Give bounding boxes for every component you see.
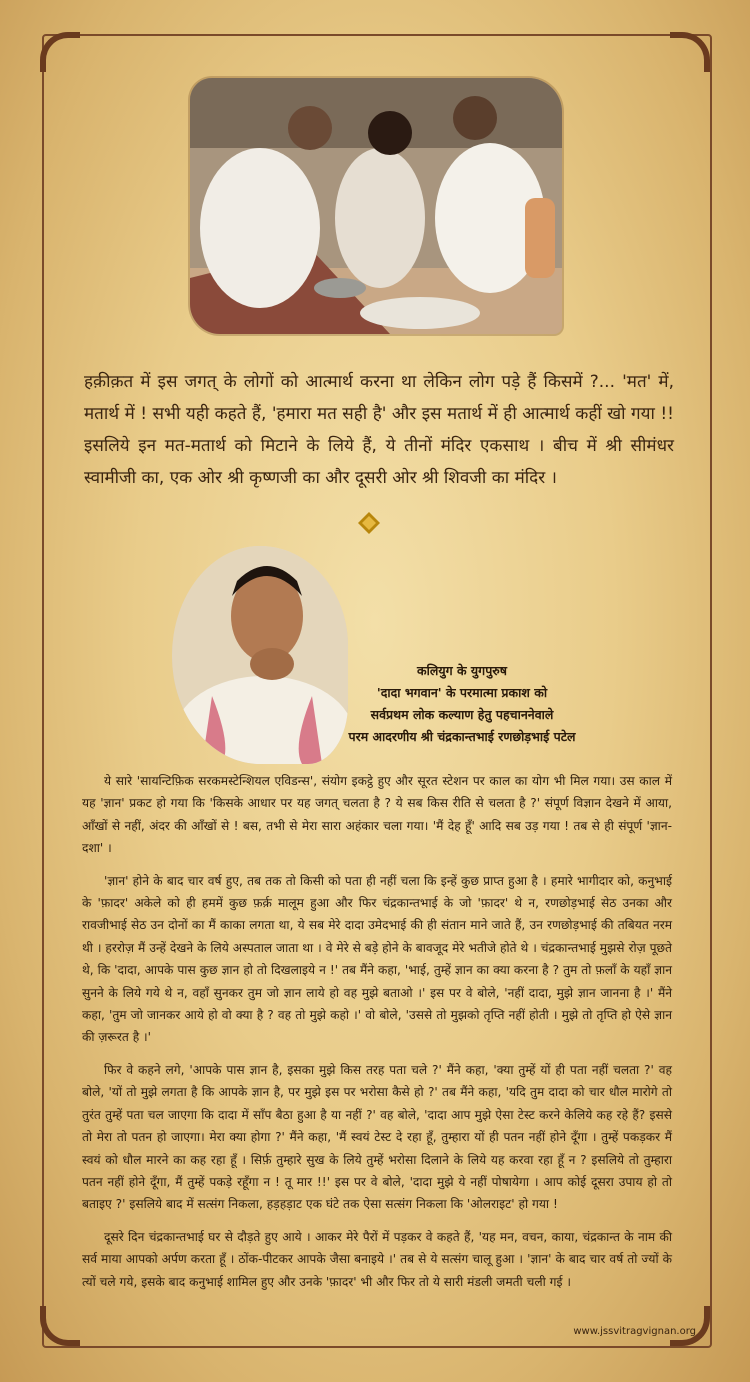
- caption-line-2: 'दादा भगवान' के परमात्मा प्रकाश को: [376, 685, 548, 700]
- ceremony-photo: [190, 78, 562, 334]
- body-paragraph-4: दूसरे दिन चंद्रकान्तभाई घर से दौड़ते हुए आये । आकर मेरे पैरों में पड़कर वे कहते हैं, 'यह मन, वचन, काया, चंद्रकान्त के नाम की सर्व माया आपको अर्पण करता हूँ । ठोंक-पीटकर आपके जैसा बनाइये ।' तब से ये सत्संग चालू हुआ । 'ज्ञान' के बाद चार वर्ष तो ज्यों के त्यों चले गये, इसके बाद कनुभाई शामिल हुए और उनके 'फ़ादर' भी और फिर तो ये सारी मंडली जमती चली गई ।: [82, 1229, 672, 1289]
- caption-line-4: परम आदरणीय श्री चंद्रकान्तभाई रणछोड़भाई पटेल: [348, 729, 576, 744]
- diamond-divider-icon: [358, 512, 380, 534]
- portrait-caption: [322, 660, 602, 748]
- ceremony-photo-illustration: [190, 78, 562, 334]
- website-url: www.jssvitragvignan.org: [573, 1326, 696, 1337]
- caption-line-1: कलियुग के युगपुरुष: [417, 663, 507, 678]
- body-paragraph-2: 'ज्ञान' होने के बाद चार वर्ष हुए, तब तक तो किसी को पता ही नहीं चला कि इन्हें कुछ प्राप्त हुआ है । हमारे भागीदार को, कनुभाई के 'फ़ादर' अकेले को ही हममें कुछ फ़र्क़ मालूम हुआ और फिर चंद्रकान्तभाई के जो 'फ़ादर' थे न, रणछोड़भाई सेठ उनका और रावजीभाई सेठ उन दोनों का मैं काका लगता था, ये सब मेरे दादा उमेदभाई की ही संतान माने जाते हैं, उन रणछोड़भाई की तबियत नरम थी । हररोज़ मैं उन्हें देखने के लिये अस्पताल जाता था । वे मेरे से बड़े होने के बावजूद मेरे भतीजे होते थे । चंद्रकान्तभाई मुझसे रोज़ पूछते थे, कि 'दादा, आपके पास कुछ ज्ञान हो तो दिखलाइये न !' तब मैंने कहा, 'भाई, तुम्हें ज्ञान का क्या करना है ? तुम तो फ़लाँ के यहाँ ज्ञान सुनने के लिये गये थे न, वहाँ सुनकर तुम जो ज्ञान लाये हो वह मुझे बताओ ।' इस पर वे बोले, 'नहीं दादा, मुझे ज्ञान जानना है ।' मैंने कहा, 'तुम जो जानकर आये हो वो क्या है ? वह तो मुझे कहो ।' वो बोले, 'उससे तो मुझको तृप्ति नहीं होती । मुझे तो तृप्ति हो ऐसे ज्ञान की ज़रूरत है ।': [82, 873, 672, 1045]
- body-paragraph-3: फिर वे कहने लगे, 'आपके पास ज्ञान है, इसका मुझे किस तरह पता चले ?' मैंने कहा, 'क्या तुम्हें यों ही पता नहीं चलता ?' वह बोले, 'यों तो मुझे लगता है कि आपके ज्ञान है, पर मुझे इस पर भरोसा कैसे हो ?' तब मैंने कहा, 'यदि तुम दादा को चार धौल मारोगे तो तुरंत तुम्हें पता चल जाएगा कि दादा में साँप बैठा हुआ है या नहीं ?' वह बोले, 'दादा आप मुझे ऐसा टेस्ट करने केलिये कह रहे हैं? इससे तो मेरा तो पतन हो जाएगा। मेरा क्या होगा ?' मैंने कहा, 'मैं स्वयं टेस्ट दे रहा हूँ, तुम्हारा यों ही पतन नहीं होने दूँगा । तुम्हें पकड़कर मैं स्वयं को धौल मारने का कह रहा हूँ । सिर्फ़ तुम्हारे सुख के लिये तुम्हें भरोसा दिलाने के लिये यह करवा रहा हूँ न ? इसलिये तो तुम्हारा पतन नहीं होने दूँगा, मैं तुम्हें पकड़े रहूँगा न ! तू मार !!' इस पर वे बोले, 'दादा मुझे ये नहीं पोषायेगा । आप कोई दूसरा उपाय हो तो बताइए ?' इसलिये बाद में सत्संग निकला, हड़हड़ाट एक घंटे तक ऐसा सत्संग निकला कि 'ओलराइट' हो गया !: [82, 1062, 672, 1212]
- caption-line-3: सर्वप्रथम लोक कल्याण हेतु पहचाननेवाले: [370, 707, 554, 722]
- body-text: [82, 770, 672, 1303]
- body-paragraph-1: ये सारे 'सायन्टिफ़िक सरकमस्टेन्शियल एविडन्स', संयोग इकट्ठे हुए और सूरत स्टेशन पर काल का योग भी मिल गया। उस काल में यह 'ज्ञान' प्रकट हो गया कि 'किसके आधार पर यह जगत् चलता है ? ये सब किस रीति से चलता है ?' संपूर्ण विज्ञान देखने में आया, आँखों से नहीं, अंदर की आँखों से ! बस, तभी से मेरा सारा अहंकार चला गया। 'मैं देह हूँ' आदि सब उड़ गया ! तब से ही संपूर्ण 'ज्ञान-दशा' ।: [82, 774, 672, 856]
- intro-paragraph: हक़ीक़त में इस जगत् के लोगों को आत्मार्थ करना था लेकिन लोग पड़े हैं किसमें ?... 'मत' में, मतार्थ में ! सभी यही कहते हैं, 'हमारा मत सही है' और इस मतार्थ में ही आत्मार्थ कहीं खो गया !! इसलिये इन मत-मतार्थ को मिटाने के लिये हैं, ये तीनों मंदिर एकसाथ । बीच में श्री सीमंधर स्वामीजी का, एक ओर श्री कृष्णजी का और दूसरी ओर श्री शिवजी का मंदिर ।: [84, 372, 674, 488]
